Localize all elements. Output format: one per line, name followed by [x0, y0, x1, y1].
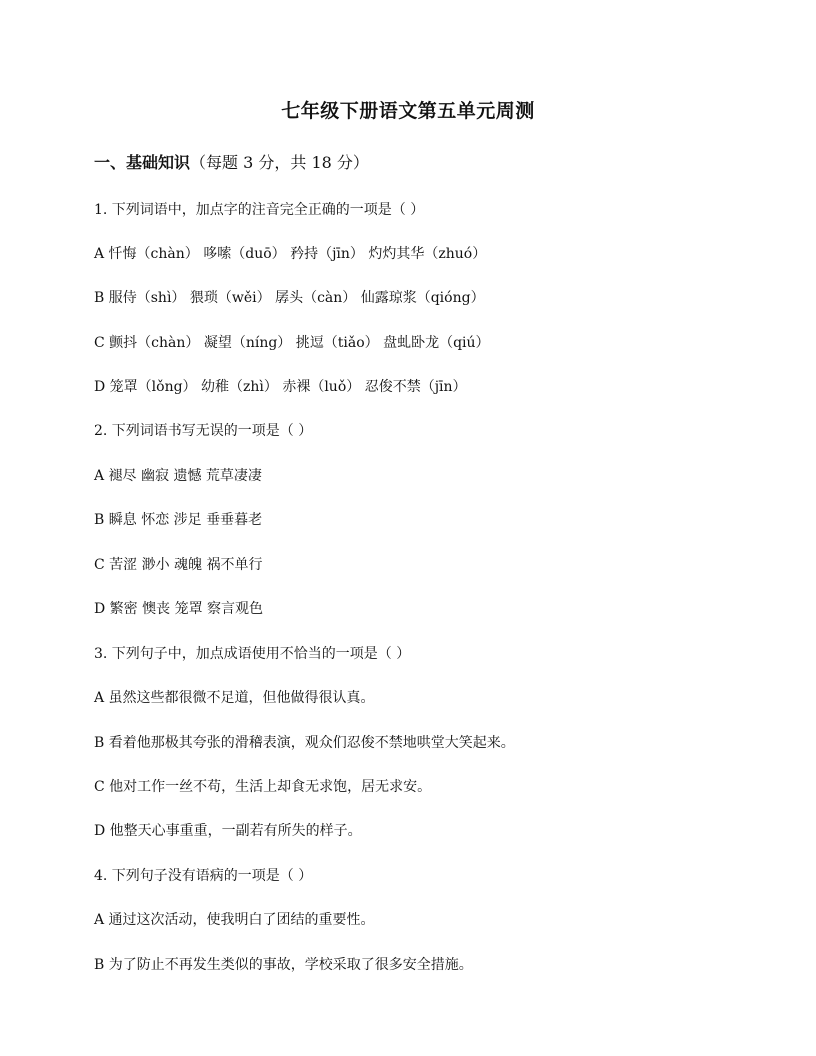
question-1-option-a: A 忏悔（chàn） 哆嗦（duō） 矜持（jīn） 灼灼其华（zhuó） — [94, 246, 487, 262]
question-2-option-a: A 褪尽 幽寂 遗憾 荒草凄凄 — [94, 468, 262, 484]
section-heading-label: 一、基础知识 — [94, 153, 191, 172]
question-1-option-d: D 笼罩（lǒng） 幼稚（zhì） 赤裸（luǒ） 忍俊不禁（jīn） — [94, 379, 467, 395]
question-1: 1. 下列词语中，加点字的注音完全正确的一项是（ ） — [94, 202, 425, 218]
question-4: 4. 下列句子没有语病的一项是（ ） — [94, 868, 313, 884]
question-1-option-c: C 颤抖（chàn） 凝望（níng） 挑逗（tiǎo） 盘虬卧龙（qiú） — [94, 335, 490, 351]
section-scoring-note: （每题 3 分，共 18 分） — [190, 153, 369, 172]
question-3-option-b: B 看着他那极其夸张的滑稽表演，观众们忍俊不禁地哄堂大笑起来。 — [94, 735, 515, 751]
section-heading — [94, 150, 369, 173]
question-4-option-b: B 为了防止不再发生类似的事故，学校采取了很多安全措施。 — [94, 957, 473, 973]
question-1-option-b: B 服侍（shì） 猥琐（wěi） 孱头（càn） 仙露琼浆（qióng） — [94, 290, 485, 306]
question-2-option-c: C 苦涩 渺小 魂魄 祸不单行 — [94, 557, 263, 573]
question-2-option-b: B 瞬息 怀恋 涉足 垂垂暮老 — [94, 512, 263, 528]
question-3: 3. 下列句子中，加点成语使用不恰当的一项是（ ） — [94, 646, 411, 662]
question-3-option-d: D 他整天心事重重，一副若有所失的样子。 — [94, 823, 362, 839]
question-3-option-a: A 虽然这些都很微不足道，但他做得很认真。 — [94, 690, 375, 706]
question-2-option-d: D 繁密 懊丧 笼罩 察言观色 — [94, 601, 264, 617]
question-3-option-c: C 他对工作一丝不苟，生活上却食无求饱，居无求安。 — [94, 779, 432, 795]
question-2: 2. 下列词语书写无误的一项是（ ） — [94, 423, 313, 439]
page-title: 七年级下册语文第五单元周测 — [281, 100, 535, 122]
question-4-option-a: A 通过这次活动，使我明白了团结的重要性。 — [94, 912, 375, 928]
